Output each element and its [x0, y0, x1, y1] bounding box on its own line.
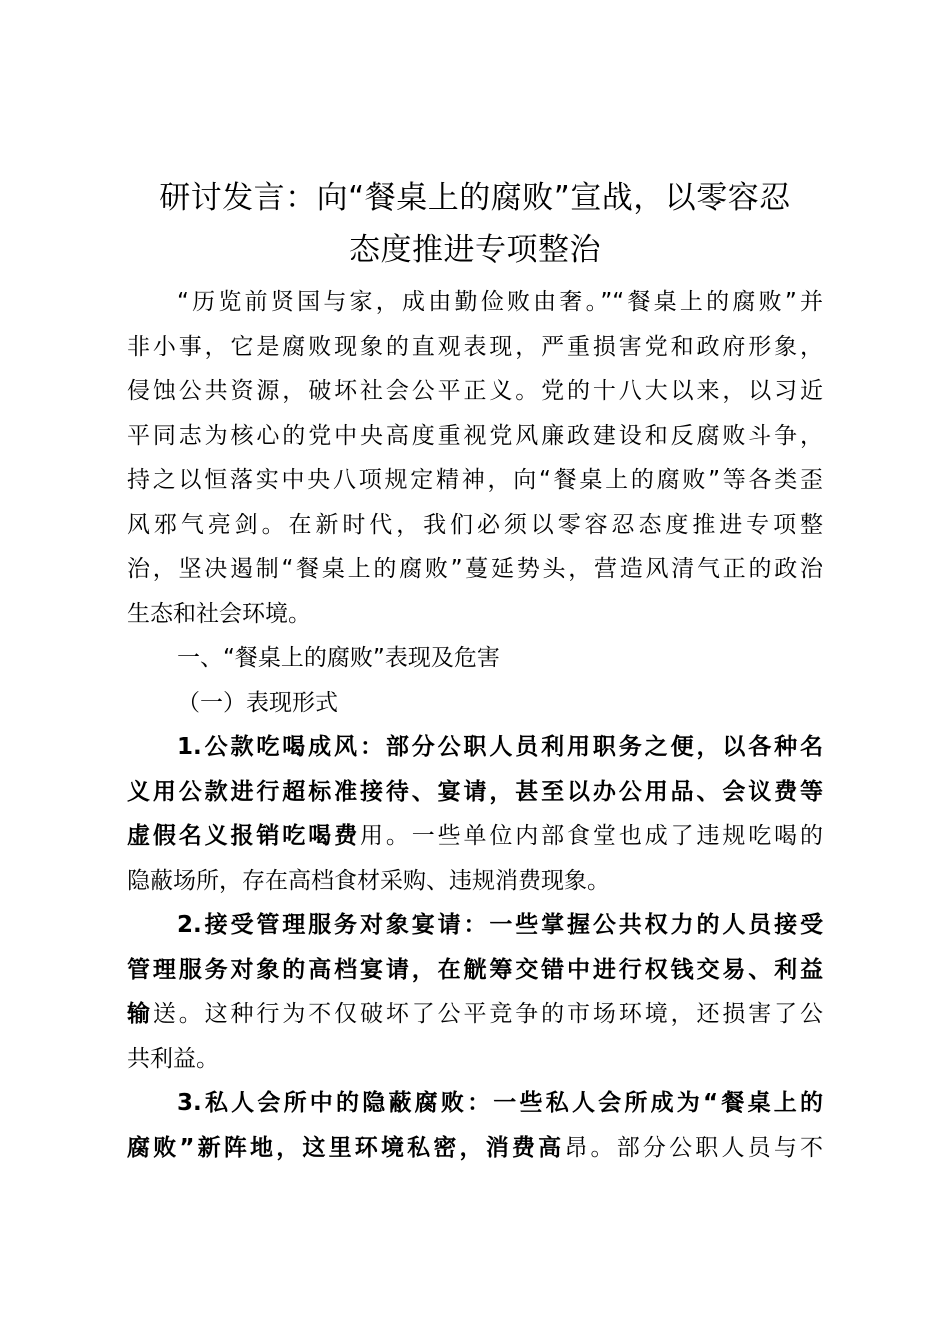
intro-line: 风邪气亮剑。在新时代，我们必须以零容忍态度推进专项整: [127, 511, 823, 538]
title-line-1: 研讨发言：向“餐桌上的腐败”宣战，以零容忍: [159, 180, 791, 216]
intro-line: 持之以恒落实中央八项规定精神，向“餐桌上的腐败”等各类歪: [127, 467, 823, 493]
item-2-text-fragment: 送。这种行为不仅破坏了公平竞争的市场环境，还损害了公: [152, 1001, 824, 1027]
item-1-line: [127, 814, 823, 859]
item-1-line: 义用公款进行超标准接待、宴请，甚至以办公用品、会议费等: [127, 778, 823, 805]
item-3-bold-fragment: 腐败”新阵地，这里环境私密，消费高: [127, 1134, 565, 1161]
document-page: [127, 172, 823, 1170]
item-2-bold-fragment: 输: [127, 1001, 153, 1027]
title-line-2: 态度推进专项整治: [349, 232, 601, 268]
item-3-line: 3.私人会所中的隐蔽腐败：一些私人会所成为“餐桌上的: [177, 1090, 823, 1116]
intro-line: 侵蚀公共资源，破坏社会公平正义。党的十八大以来，以习近: [127, 378, 823, 404]
item-1-paragraph: [127, 725, 823, 903]
item-2-paragraph: [127, 903, 823, 1081]
item-2-line: [127, 992, 823, 1037]
item-2-line: 2.接受管理服务对象宴请：一些掌握公共权力的人员接受: [177, 912, 823, 938]
item-3-line: [127, 1126, 823, 1171]
intro-line: 生态和社会环境。: [127, 600, 311, 627]
section-heading: 一、“餐桌上的腐败”表现及危害: [177, 645, 500, 671]
item-1-line: 隐蔽场所，存在高档食材采购、违规消费现象。: [127, 867, 610, 894]
intro-line: “历览前贤国与家，成由勤俭败由奢。”“餐桌上的腐败”并: [177, 289, 823, 315]
subsection-heading: （一）表现形式: [177, 689, 338, 716]
intro-line: 平同志为核心的党中央高度重视党风廉政建设和反腐败斗争，: [127, 422, 823, 449]
item-2-line: 共利益。: [127, 1045, 219, 1072]
item-1-bold-fragment: 虚假名义报销吃喝费: [127, 823, 360, 849]
intro-paragraph: [127, 280, 823, 636]
intro-line: 治，坚决遏制“餐桌上的腐败”蔓延势头，营造风清气正的政治: [127, 556, 823, 582]
item-1-text-fragment: 用。一些单位内部食堂也成了违规吃喝的: [359, 823, 824, 849]
item-3-paragraph: [127, 1081, 823, 1170]
item-2-line: 管理服务对象的高档宴请，在觥筹交错中进行权钱交易、利益: [127, 956, 823, 983]
document-title: [127, 172, 823, 276]
item-3-text-fragment: 昂。部分公职人员与不: [564, 1134, 823, 1161]
item-1-line: 1.公款吃喝成风：部分公职人员利用职务之便，以各种名: [177, 734, 823, 760]
intro-line: 非小事，它是腐败现象的直观表现，严重损害党和政府形象，: [127, 333, 823, 360]
